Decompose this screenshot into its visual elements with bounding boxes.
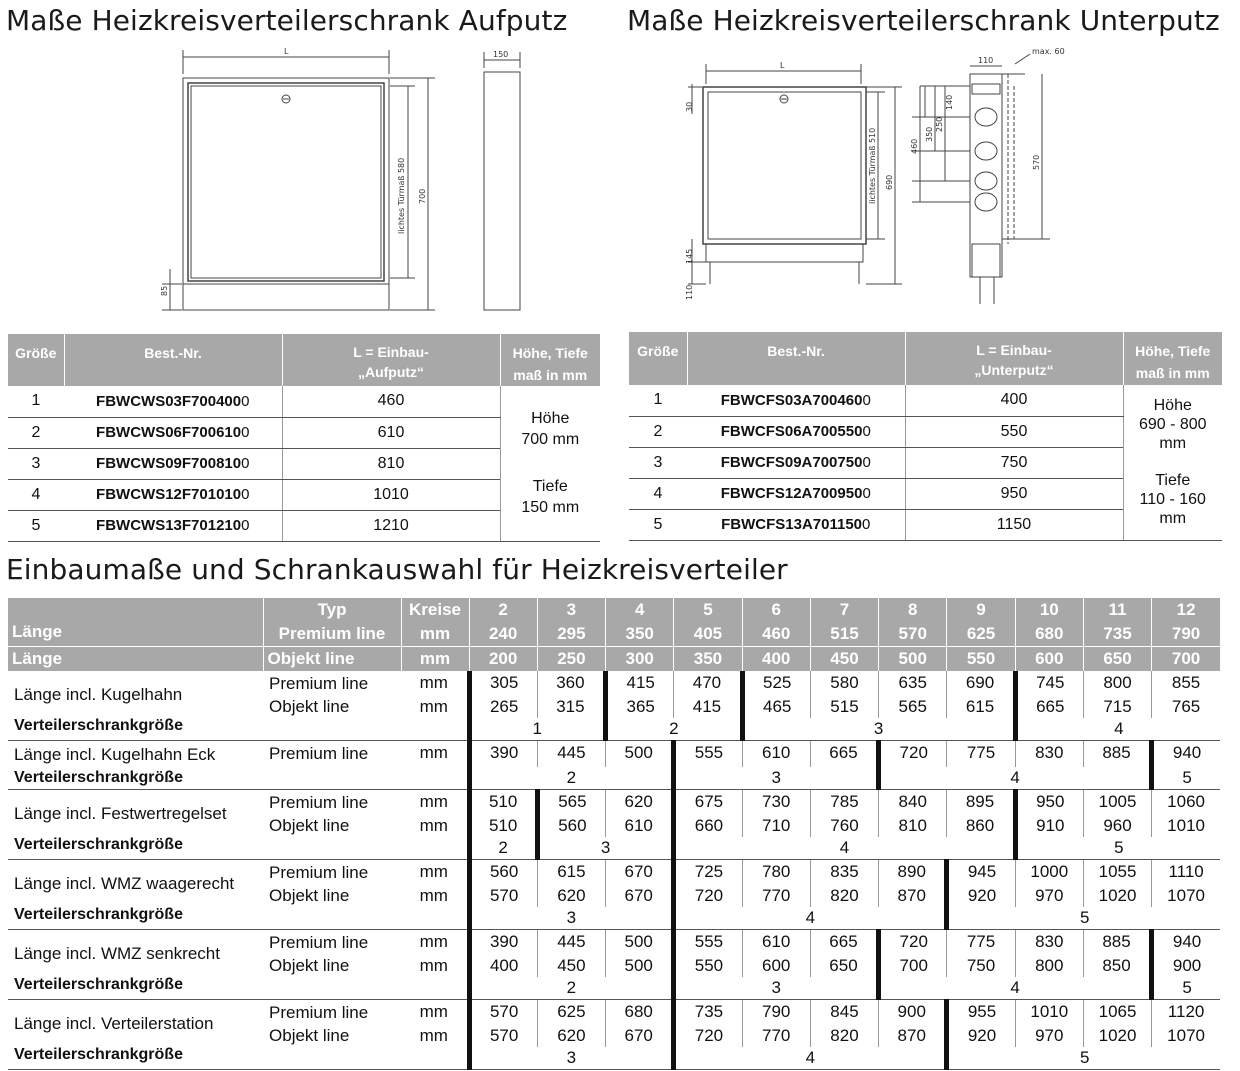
title-aufputz: Maße Heizkreisverteilerschrank Aufputz	[6, 4, 568, 37]
value-cell: 680	[606, 1000, 674, 1025]
length-cell: 460	[282, 386, 500, 417]
line-type: Premium line	[269, 674, 369, 693]
dim-l-aufputz: L	[284, 47, 289, 56]
cabinet-size: 3	[674, 767, 879, 790]
table-row	[8, 930, 1220, 955]
table-aufputz	[8, 334, 600, 542]
value-cell: 670	[606, 884, 674, 907]
value-cell: 610	[742, 741, 810, 768]
value-cell: 445	[537, 930, 605, 955]
size-row-typ-gap	[263, 837, 401, 860]
cabinet-size: 3	[537, 837, 674, 860]
header-objekt-col: 550	[947, 647, 1015, 672]
header-objekt-col: 650	[1083, 647, 1151, 672]
table-row	[629, 385, 1222, 416]
value-cell: 555	[674, 741, 742, 768]
value-cell: 820	[810, 884, 878, 907]
table-einbau	[8, 598, 1220, 1070]
value-cell: 360	[537, 671, 605, 695]
value-cell: 895	[947, 790, 1015, 815]
title-unterputz: Maße Heizkreisverteilerschrank Unterputz	[627, 4, 1220, 37]
header-laenge-objekt: Länge	[8, 647, 263, 672]
dim-l-unterputz: L	[780, 61, 785, 70]
value-cell: 1110	[1152, 860, 1220, 885]
cabinet-size: 1	[469, 718, 606, 741]
value-cell: 940	[1152, 741, 1220, 768]
value-cell: 450	[537, 954, 605, 977]
cabinet-size: 3	[674, 977, 879, 1000]
table-row	[8, 790, 1220, 815]
value-cell: 365	[606, 695, 674, 718]
value-cell: 845	[810, 1000, 878, 1025]
value-cell: 1020	[1083, 1024, 1151, 1047]
value-cell: 775	[947, 741, 1015, 768]
header-l-einbau: L = Einbau- „Aufputz“	[282, 334, 500, 386]
value-cell: 770	[742, 884, 810, 907]
value-cell: 445	[537, 741, 605, 768]
value-cell: 955	[947, 1000, 1015, 1025]
drawing-unterputz	[680, 44, 1080, 312]
row-label: Länge incl. Verteilerstation Verteilerschrankgröße	[8, 1000, 263, 1070]
size-row-unit-gap	[401, 718, 469, 741]
value-cell: 900	[1152, 954, 1220, 977]
header-objekt-col: 600	[1015, 647, 1083, 672]
dimension-note: Höhe 700 mm Tiefe 150 mm	[500, 386, 600, 541]
unit-mm: mm	[419, 862, 448, 881]
value-cell: 670	[606, 1024, 674, 1047]
size-row-typ-gap	[263, 718, 401, 741]
unit-mm: mm	[419, 697, 448, 716]
value-cell: 920	[947, 1024, 1015, 1047]
value-cell: 770	[742, 1024, 810, 1047]
length-cell: 1010	[282, 479, 500, 510]
value-cell: 470	[674, 671, 742, 695]
size-cell: 3	[8, 448, 64, 479]
value-cell: 800	[1083, 671, 1151, 695]
header-kreise-col: 4 350	[606, 598, 674, 647]
header-mm: mm	[401, 647, 469, 672]
value-cell: 885	[1083, 741, 1151, 768]
dim-570: 570	[1032, 154, 1041, 170]
header-kreise: Kreise mm	[401, 598, 469, 647]
header-hoehe-tiefe: Höhe, Tiefe maß in mm	[500, 334, 600, 386]
order-number-cell: FBWCFS03A7004600	[687, 385, 905, 416]
value-cell: 515	[810, 695, 878, 718]
line-type: Objekt line	[269, 816, 350, 835]
value-cell: 940	[1152, 930, 1220, 955]
cabinet-size: 5	[947, 1047, 1220, 1070]
size-cell: 1	[629, 385, 687, 416]
value-cell: 670	[606, 860, 674, 885]
value-cell: 945	[947, 860, 1015, 885]
value-cell: 720	[879, 741, 947, 768]
header-objekt-col: 300	[606, 647, 674, 672]
table-row	[8, 860, 1220, 885]
line-type: Premium line	[269, 744, 369, 763]
order-number-cell: FBWCWS03F7004000	[64, 386, 282, 417]
size-row-unit-gap	[401, 907, 469, 930]
value-cell: 690	[947, 671, 1015, 695]
length-cell: 950	[905, 478, 1123, 509]
value-cell: 830	[1015, 741, 1083, 768]
line-type: Objekt line	[269, 956, 350, 975]
value-cell: 1010	[1015, 1000, 1083, 1025]
value-cell: 745	[1015, 671, 1083, 695]
row-label: Länge incl. Kugelhahn Eck Verteilerschrankgröße	[8, 741, 263, 790]
header-kreise-col: 10 680	[1015, 598, 1083, 647]
value-cell: 890	[879, 860, 947, 885]
value-cell: 565	[879, 695, 947, 718]
order-number-cell: FBWCFS06A7005500	[687, 416, 905, 447]
unit-mm: mm	[419, 792, 448, 811]
dim-250: 250	[935, 116, 944, 132]
header-objekt-col: 450	[810, 647, 878, 672]
dim-140: 140	[945, 94, 954, 110]
value-cell: 660	[674, 814, 742, 837]
title-einbau: Einbaumaße und Schrankauswahl für Heizkreisverteiler	[6, 553, 788, 586]
length-cell: 750	[905, 447, 1123, 478]
cabinet-size: 4	[674, 837, 1015, 860]
value-cell: 730	[742, 790, 810, 815]
size-row-typ-gap	[263, 907, 401, 930]
row-label: Länge incl. Kugelhahn Verteilerschrankgröße	[8, 671, 263, 741]
size-row-unit-gap	[401, 837, 469, 860]
length-cell: 1210	[282, 510, 500, 541]
dim-110: 110	[685, 284, 694, 300]
header-objekt-col: 700	[1152, 647, 1220, 672]
cabinet-size: 3	[469, 907, 674, 930]
cabinet-size: 4	[674, 1047, 947, 1070]
dim-350: 350	[925, 126, 934, 142]
order-number-cell: FBWCWS12F7010100	[64, 479, 282, 510]
value-cell: 620	[606, 790, 674, 815]
unit-mm: mm	[419, 816, 448, 835]
dimension-note: Höhe 690 - 800 mm Tiefe 110 - 160 mm	[1123, 385, 1222, 540]
header-laenge: Länge	[8, 598, 263, 647]
header-kreise-col: 8 570	[879, 598, 947, 647]
header-kreise-col: 2 240	[469, 598, 537, 647]
length-cell: 610	[282, 417, 500, 448]
dim-145: 145	[685, 248, 694, 264]
value-cell: 1070	[1152, 1024, 1220, 1047]
value-cell: 560	[537, 814, 605, 837]
header-kreise-col: 6 460	[742, 598, 810, 647]
header-best-nr-up: Best.-Nr.	[687, 332, 905, 385]
value-cell: 570	[469, 1024, 537, 1047]
table-row	[8, 1000, 1220, 1025]
value-cell: 615	[537, 860, 605, 885]
value-cell: 1010	[1152, 814, 1220, 837]
dim-460: 460	[910, 138, 919, 154]
value-cell: 510	[469, 814, 537, 837]
size-cell: 4	[629, 478, 687, 509]
header-groesse: Größe	[8, 334, 64, 386]
value-cell: 390	[469, 930, 537, 955]
cabinet-size: 2	[469, 977, 674, 1000]
value-cell: 720	[674, 884, 742, 907]
cabinet-size: 2	[606, 718, 743, 741]
value-cell: 570	[469, 1000, 537, 1025]
value-cell: 970	[1015, 884, 1083, 907]
table-row	[8, 386, 600, 417]
dim-690: 690	[885, 174, 894, 190]
row-label: Länge incl. WMZ senkrecht Verteilerschrankgröße	[8, 930, 263, 1000]
unit-mm: mm	[419, 886, 448, 905]
value-cell: 835	[810, 860, 878, 885]
order-number-cell: FBWCWS13F7012100	[64, 510, 282, 541]
value-cell: 610	[742, 930, 810, 955]
header-objekt-col: 400	[742, 647, 810, 672]
value-cell: 750	[947, 954, 1015, 977]
size-row-unit-gap	[401, 977, 469, 1000]
value-cell: 550	[674, 954, 742, 977]
value-cell: 500	[606, 930, 674, 955]
length-cell: 810	[282, 448, 500, 479]
length-cell: 550	[905, 416, 1123, 447]
value-cell: 1055	[1083, 860, 1151, 885]
line-type: Premium line	[269, 1003, 369, 1022]
header-kreise-col: 11 735	[1083, 598, 1151, 647]
value-cell: 790	[742, 1000, 810, 1025]
table-unterputz	[629, 332, 1222, 541]
value-cell: 830	[1015, 930, 1083, 955]
value-cell: 565	[537, 790, 605, 815]
header-kreise-col: 9 625	[947, 598, 1015, 647]
table-row	[8, 671, 1220, 695]
cabinet-size: 5	[1015, 837, 1220, 860]
value-cell: 675	[674, 790, 742, 815]
header-l-einbau-up: L = Einbau- „Unterputz“	[905, 332, 1123, 385]
cabinet-size: 3	[742, 718, 1015, 741]
size-cell: 3	[629, 447, 687, 478]
value-cell: 950	[1015, 790, 1083, 815]
header-kreise-col: 12 790	[1152, 598, 1220, 647]
value-cell: 610	[606, 814, 674, 837]
value-cell: 500	[606, 954, 674, 977]
unit-mm: mm	[419, 1026, 448, 1045]
value-cell: 725	[674, 860, 742, 885]
value-cell: 1060	[1152, 790, 1220, 815]
order-number-cell: FBWCWS09F7008100	[64, 448, 282, 479]
value-cell: 700	[879, 954, 947, 977]
value-cell: 715	[1083, 695, 1151, 718]
header-hoehe-tiefe-up: Höhe, Tiefe maß in mm	[1123, 332, 1222, 385]
dim-150: 150	[493, 50, 509, 59]
value-cell: 415	[674, 695, 742, 718]
dim-510: lichtes Türmaß 510	[868, 127, 877, 204]
value-cell: 1065	[1083, 1000, 1151, 1025]
value-cell: 1070	[1152, 884, 1220, 907]
unit-mm: mm	[419, 673, 448, 692]
value-cell: 500	[606, 741, 674, 768]
value-cell: 720	[879, 930, 947, 955]
value-cell: 855	[1152, 671, 1220, 695]
value-cell: 840	[879, 790, 947, 815]
value-cell: 1005	[1083, 790, 1151, 815]
dim-580: lichtes Türmaß 580	[397, 157, 406, 234]
value-cell: 525	[742, 671, 810, 695]
order-number-cell: FBWCWS06F7006100	[64, 417, 282, 448]
value-cell: 615	[947, 695, 1015, 718]
size-row-unit-gap	[401, 1047, 469, 1070]
size-cell: 2	[8, 417, 64, 448]
value-cell: 415	[606, 671, 674, 695]
value-cell: 665	[810, 930, 878, 955]
header-typ: Typ Premium line	[263, 598, 401, 647]
value-cell: 665	[1015, 695, 1083, 718]
size-row-typ-gap	[263, 977, 401, 1000]
value-cell: 510	[469, 790, 537, 815]
cabinet-size: 5	[947, 907, 1220, 930]
header-objekt-col: 350	[674, 647, 742, 672]
value-cell: 850	[1083, 954, 1151, 977]
value-cell: 620	[537, 884, 605, 907]
value-cell: 600	[742, 954, 810, 977]
dim-110-top: 110	[978, 56, 994, 65]
value-cell: 1020	[1083, 884, 1151, 907]
order-number-cell: FBWCFS09A7007500	[687, 447, 905, 478]
value-cell: 650	[810, 954, 878, 977]
size-cell: 1	[8, 386, 64, 417]
line-type: Objekt line	[269, 886, 350, 905]
row-label: Länge incl. Festwertregelset Verteilerschrankgröße	[8, 790, 263, 860]
value-cell: 635	[879, 671, 947, 695]
header-objekt: Objekt line	[263, 647, 401, 672]
header-row-objekt	[8, 647, 1220, 672]
order-number-cell: FBWCFS12A7009500	[687, 478, 905, 509]
cabinet-size: 4	[879, 977, 1152, 1000]
value-cell: 580	[810, 671, 878, 695]
value-cell: 780	[742, 860, 810, 885]
value-cell: 555	[674, 930, 742, 955]
value-cell: 390	[469, 741, 537, 768]
cabinet-size: 4	[1015, 718, 1220, 741]
size-cell: 5	[8, 510, 64, 541]
line-type: Premium line	[269, 933, 369, 952]
value-cell: 720	[674, 1024, 742, 1047]
value-cell: 305	[469, 671, 537, 695]
value-cell: 920	[947, 884, 1015, 907]
value-cell: 625	[537, 1000, 605, 1025]
cabinet-size: 2	[469, 837, 537, 860]
cabinet-size: 4	[674, 907, 947, 930]
value-cell: 820	[810, 1024, 878, 1047]
value-cell: 400	[469, 954, 537, 977]
cabinet-size: 3	[469, 1047, 674, 1070]
header-kreise-col: 5 405	[674, 598, 742, 647]
line-type: Premium line	[269, 793, 369, 812]
value-cell: 870	[879, 884, 947, 907]
dim-85: 85	[160, 285, 169, 296]
value-cell: 765	[1152, 695, 1220, 718]
value-cell: 570	[469, 884, 537, 907]
value-cell: 900	[879, 1000, 947, 1025]
cabinet-size: 5	[1152, 977, 1220, 1000]
value-cell: 735	[674, 1000, 742, 1025]
header-objekt-col: 500	[879, 647, 947, 672]
value-cell: 910	[1015, 814, 1083, 837]
header-groesse-up: Größe	[629, 332, 687, 385]
header-kreise-col: 3 295	[537, 598, 605, 647]
header-objekt-col: 250	[537, 647, 605, 672]
size-row-typ-gap	[263, 1047, 401, 1070]
size-cell: 2	[629, 416, 687, 447]
value-cell: 760	[810, 814, 878, 837]
value-cell: 665	[810, 741, 878, 768]
value-cell: 870	[879, 1024, 947, 1047]
unit-mm: mm	[419, 743, 448, 762]
value-cell: 970	[1015, 1024, 1083, 1047]
cabinet-size: 2	[469, 767, 674, 790]
value-cell: 775	[947, 930, 1015, 955]
header-best-nr: Best.-Nr.	[64, 334, 282, 386]
value-cell: 860	[947, 814, 1015, 837]
value-cell: 560	[469, 860, 537, 885]
length-cell: 1150	[905, 509, 1123, 540]
size-row-typ-gap	[263, 767, 401, 790]
value-cell: 265	[469, 695, 537, 718]
value-cell: 800	[1015, 954, 1083, 977]
line-type: Premium line	[269, 863, 369, 882]
size-row-unit-gap	[401, 767, 469, 790]
header-kreise-col: 7 515	[810, 598, 878, 647]
value-cell: 810	[879, 814, 947, 837]
unit-mm: mm	[419, 932, 448, 951]
cabinet-size: 4	[879, 767, 1152, 790]
value-cell: 1000	[1015, 860, 1083, 885]
row-label: Länge incl. WMZ waagerecht Verteilerschrankgröße	[8, 860, 263, 930]
value-cell: 885	[1083, 930, 1151, 955]
unit-mm: mm	[419, 1002, 448, 1021]
unit-mm: mm	[419, 956, 448, 975]
dim-700: 700	[418, 188, 427, 204]
order-number-cell: FBWCFS13A7011500	[687, 509, 905, 540]
value-cell: 710	[742, 814, 810, 837]
line-type: Objekt line	[269, 697, 350, 716]
drawing-aufputz	[150, 44, 540, 316]
size-cell: 4	[8, 479, 64, 510]
value-cell: 1120	[1152, 1000, 1220, 1025]
cabinet-size: 5	[1152, 767, 1220, 790]
dim-30: 30	[685, 101, 694, 112]
value-cell: 785	[810, 790, 878, 815]
dim-max60: max. 60	[1032, 47, 1065, 56]
table-row	[8, 741, 1220, 768]
value-cell: 960	[1083, 814, 1151, 837]
length-cell: 400	[905, 385, 1123, 416]
value-cell: 620	[537, 1024, 605, 1047]
header-objekt-col: 200	[469, 647, 537, 672]
value-cell: 315	[537, 695, 605, 718]
size-cell: 5	[629, 509, 687, 540]
value-cell: 465	[742, 695, 810, 718]
line-type: Objekt line	[269, 1026, 350, 1045]
